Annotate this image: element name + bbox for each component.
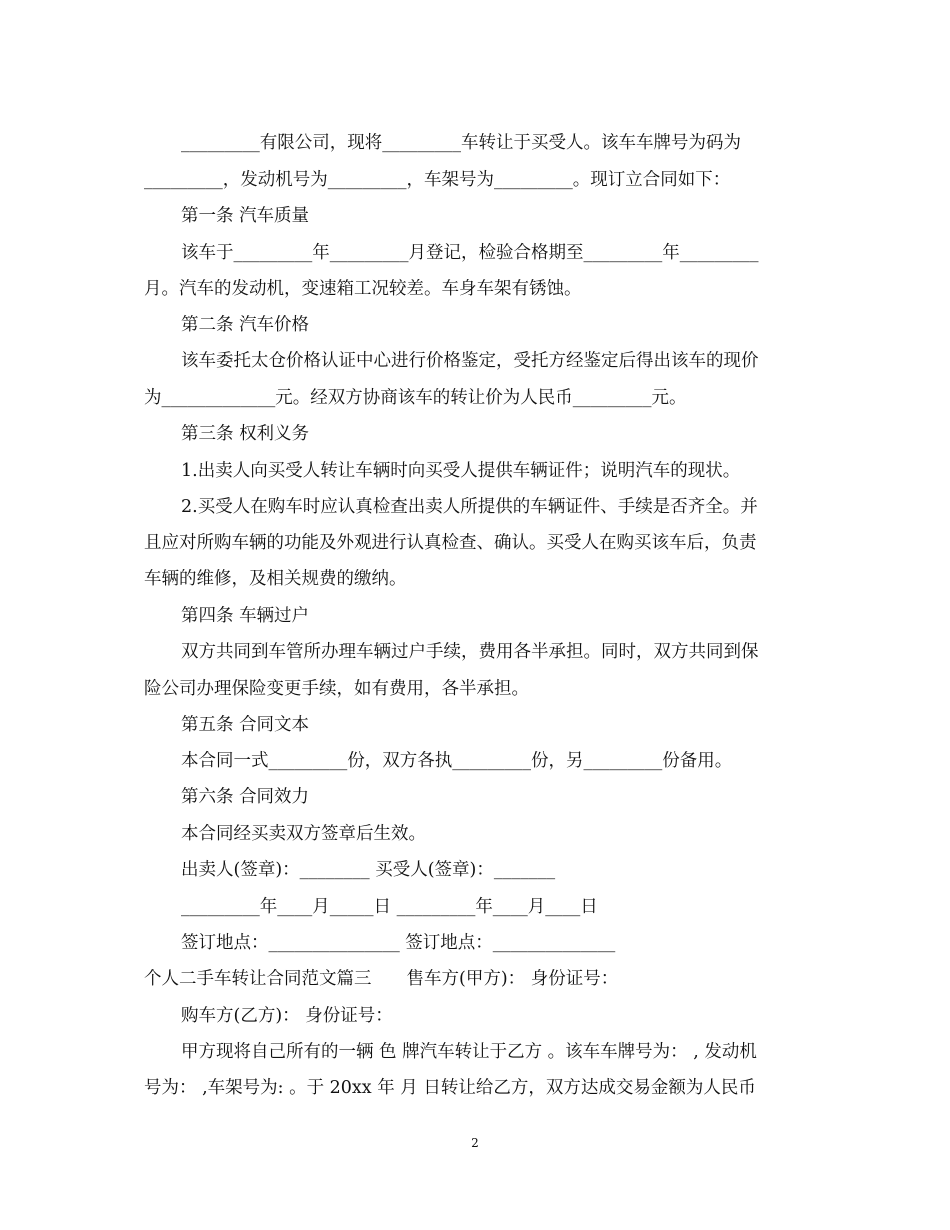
article-2-body-line-1: 该车委托太仓价格认证中心进行价格鉴定，受托方经鉴定后得出该车的现价 — [181, 351, 759, 371]
template-3-title-line: 个人二手车转让合同范文篇三 售车方(甲方)： 身份证号： — [144, 969, 619, 989]
template-3-body-line-1: 甲方现将自己所有的一辆 色 牌汽车转让于乙方 。该车车牌号为： , 发动机 — [181, 1042, 757, 1062]
article-4-body-line-2: 险公司办理保险变更手续，如有费用，各半承担。 — [144, 679, 529, 699]
article-3-item-2-line-2: 且应对所购车辆的功能及外观进行认真检查、确认。买受人在购买该车后，负责 — [144, 533, 757, 553]
article-3-item-2-line-1: 2.买受人在购车时应认真检查出卖人所提供的车辆证件、手续是否齐全。并 — [181, 497, 758, 517]
article-1-heading: 第一条 汽车质量 — [181, 206, 310, 226]
article-5-heading: 第五条 合同文本 — [181, 715, 310, 735]
article-5-body: 本合同一式_________份，双方各执_________份，另_________份备用。 — [181, 751, 733, 771]
buyer-party-line: 购车方(乙方)： 身份证号： — [181, 1006, 393, 1026]
template-3-body-line-2: 号为： ,车架号为: 。于 20xx 年 月 日转让给乙方，双方达成交易金额为人民币 — [144, 1078, 756, 1098]
article-2-heading: 第二条 汽车价格 — [181, 315, 310, 335]
signing-location-line: 签订地点：_______________ 签订地点：______________ — [181, 933, 616, 953]
article-3-heading: 第三条 权利义务 — [181, 424, 310, 444]
article-6-heading: 第六条 合同效力 — [181, 787, 310, 807]
article-3-item-2-line-3: 车辆的维修，及相关规费的缴纳。 — [144, 569, 407, 589]
article-1-body-line-1: 该车于_________年_________月登记，检验合格期至_________年_________ — [181, 243, 759, 263]
article-1-body-line-2: 月。汽车的发动机，变速箱工况较差。车身车架有锈蚀。 — [144, 279, 582, 299]
signature-line: 出卖人(签章)：________ 买受人(签章)：_______ — [181, 860, 556, 880]
article-4-body-line-1: 双方共同到车管所办理车辆过户手续，费用各半承担。同时，双方共同到保 — [181, 642, 759, 662]
article-3-item-1: 1.出卖人向买受人转让车辆时向买受人提供车辆证件；说明汽车的现状。 — [181, 461, 741, 481]
article-4-heading: 第四条 车辆过户 — [181, 606, 310, 626]
article-6-body: 本合同经买卖双方签章后生效。 — [181, 824, 426, 844]
paragraph-intro-line-2: _________，发动机号为_________，车架号为_________。现订立合同如下： — [144, 170, 731, 190]
page-number: 2 — [471, 1136, 479, 1150]
paragraph-intro-line-1: _________有限公司，现将_________车转让于买受人。该车车牌号为码为 — [181, 133, 741, 153]
signature-date-line: _________年____月_____日 _________年____月____日 — [181, 897, 598, 917]
article-2-body-line-2: 为_____________元。经双方协商该车的转让价为人民币_________元。 — [144, 388, 687, 408]
